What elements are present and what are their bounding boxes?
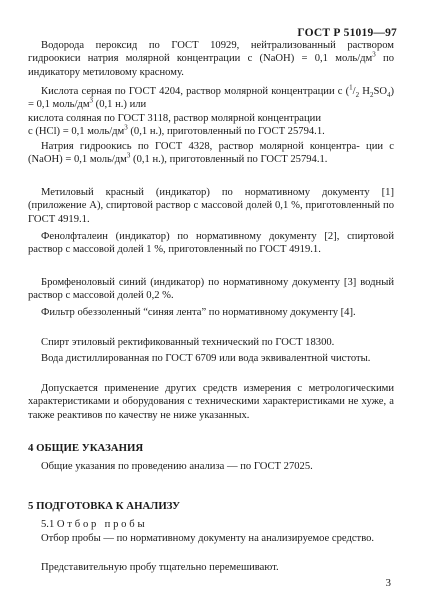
text-line: Натрия гидроокись по ГОСТ 4328, раствор молярной концентра- (41, 141, 360, 152)
text-fragment: ) = 0,1 моль/дм (28, 86, 395, 111)
fraction-numerator: 1 (349, 83, 353, 92)
text-fragment: (0,1 н.), приготовленный по ГОСТ 25794.1. (127, 126, 325, 138)
fraction-denominator: 2 (355, 91, 360, 100)
text-fragment: SO (373, 86, 387, 97)
reagent-hydrogen-peroxide (28, 39, 394, 79)
section-4-heading: 4 ОБЩИЕ УКАЗАНИЯ (28, 442, 144, 454)
superscript: 3 (372, 50, 376, 59)
text-line: Кислота серная по ГОСТ 4204, раствор молярной концентрации (41, 86, 335, 97)
text-line: кислота соляная по ГОСТ 3118, раствор молярной концентрации (28, 113, 321, 124)
text-line: Водорода пероксид по ГОСТ 10929, нейтрализованный раствором (41, 40, 394, 51)
reagent-hydrochloric-acid (28, 112, 394, 139)
text-fragment: H (359, 86, 370, 97)
reagent-filter: Фильтр обеззоленный “синяя лента” по нормативному документу [4]. (41, 307, 356, 318)
text-line: по индикатору метиловому красному. (28, 53, 394, 78)
text-fragment: c ( (337, 86, 350, 97)
reagent-methyl-red: Метиловый красный (индикатор) по нормативному документу [1] (приложение А), спиртовой раствор с массовой долей 0,1 %, приготовленный по ГОСТ 4919.1. (28, 187, 394, 225)
reagent-phenolphthalein: Фенолфталеин (индикатор) по нормативному документу [2], спиртовой раствор с массовой долей 1 %, приготовленный по ГОСТ 4919.1. (28, 231, 394, 256)
section-5-heading: 5 ПОДГОТОВКА К АНАЛИЗУ (28, 500, 181, 512)
text-fragment: ции c (NaOH) = 0,1 моль/дм (28, 141, 395, 166)
superscript: 3 (124, 123, 128, 132)
substitution-note: Допускается применение других средств измерения с метрологическими характеристиками и оборудования с техническими характеристиками не хуже, а также реактивов по качеству не ниже указанных. (28, 383, 394, 421)
subsection-5-1-heading (28, 518, 394, 531)
reagent-water: Вода дистиллированная по ГОСТ 6709 или вода эквивалентной чистоты. (41, 353, 371, 364)
superscript: 3 (89, 96, 94, 105)
standard-header: ГОСТ Р 51019—97 (297, 27, 397, 39)
subscript: 2 (369, 91, 374, 100)
text-fragment: (0,1 н.) или (93, 99, 147, 111)
subsection-number: 5.1 (41, 519, 57, 530)
reagent-bromophenol-blue: Бромфеноловый синий (индикатор) по нормативному документу [3] водный раствор с массовой долей 0,2 %. (28, 277, 394, 302)
section-5-text-1: Отбор пробы — по нормативному документу на анализируемое средство. (41, 533, 375, 544)
text-line: 25794.1. (290, 154, 328, 166)
subscript: 4 (386, 91, 391, 100)
text-fragment: c (HCl) = 0,1 моль/дм (28, 126, 125, 138)
reagent-sodium-hydroxide (28, 140, 394, 167)
superscript: 3 (126, 151, 131, 160)
reagent-sulfuric-acid: Кислота серная по ГОСТ 4204, раствор молярной концентрации c ($^1/_2$ $H_2SO_4) = 0,1$ моль/$дм^3$ (0,1 н.) или (28, 83, 395, 111)
subsection-title: Отбор пробы (56, 519, 148, 530)
page-number: 3 (385, 577, 391, 589)
section-5-text-2: Представительную пробу тщательно перемешивают. (41, 562, 279, 573)
section-4-text: Общие указания по проведению анализа — по ГОСТ 27025. (41, 461, 313, 472)
reagent-ethanol: Спирт этиловый ректификованный технический по ГОСТ 18300. (41, 337, 335, 348)
text-fragment: (0,1 н.), приготовленный по ГОСТ (130, 154, 288, 166)
text-line: гидроокиси натрия молярной концентрации c (NaOH) = 0,1 моль/дм (28, 53, 373, 65)
